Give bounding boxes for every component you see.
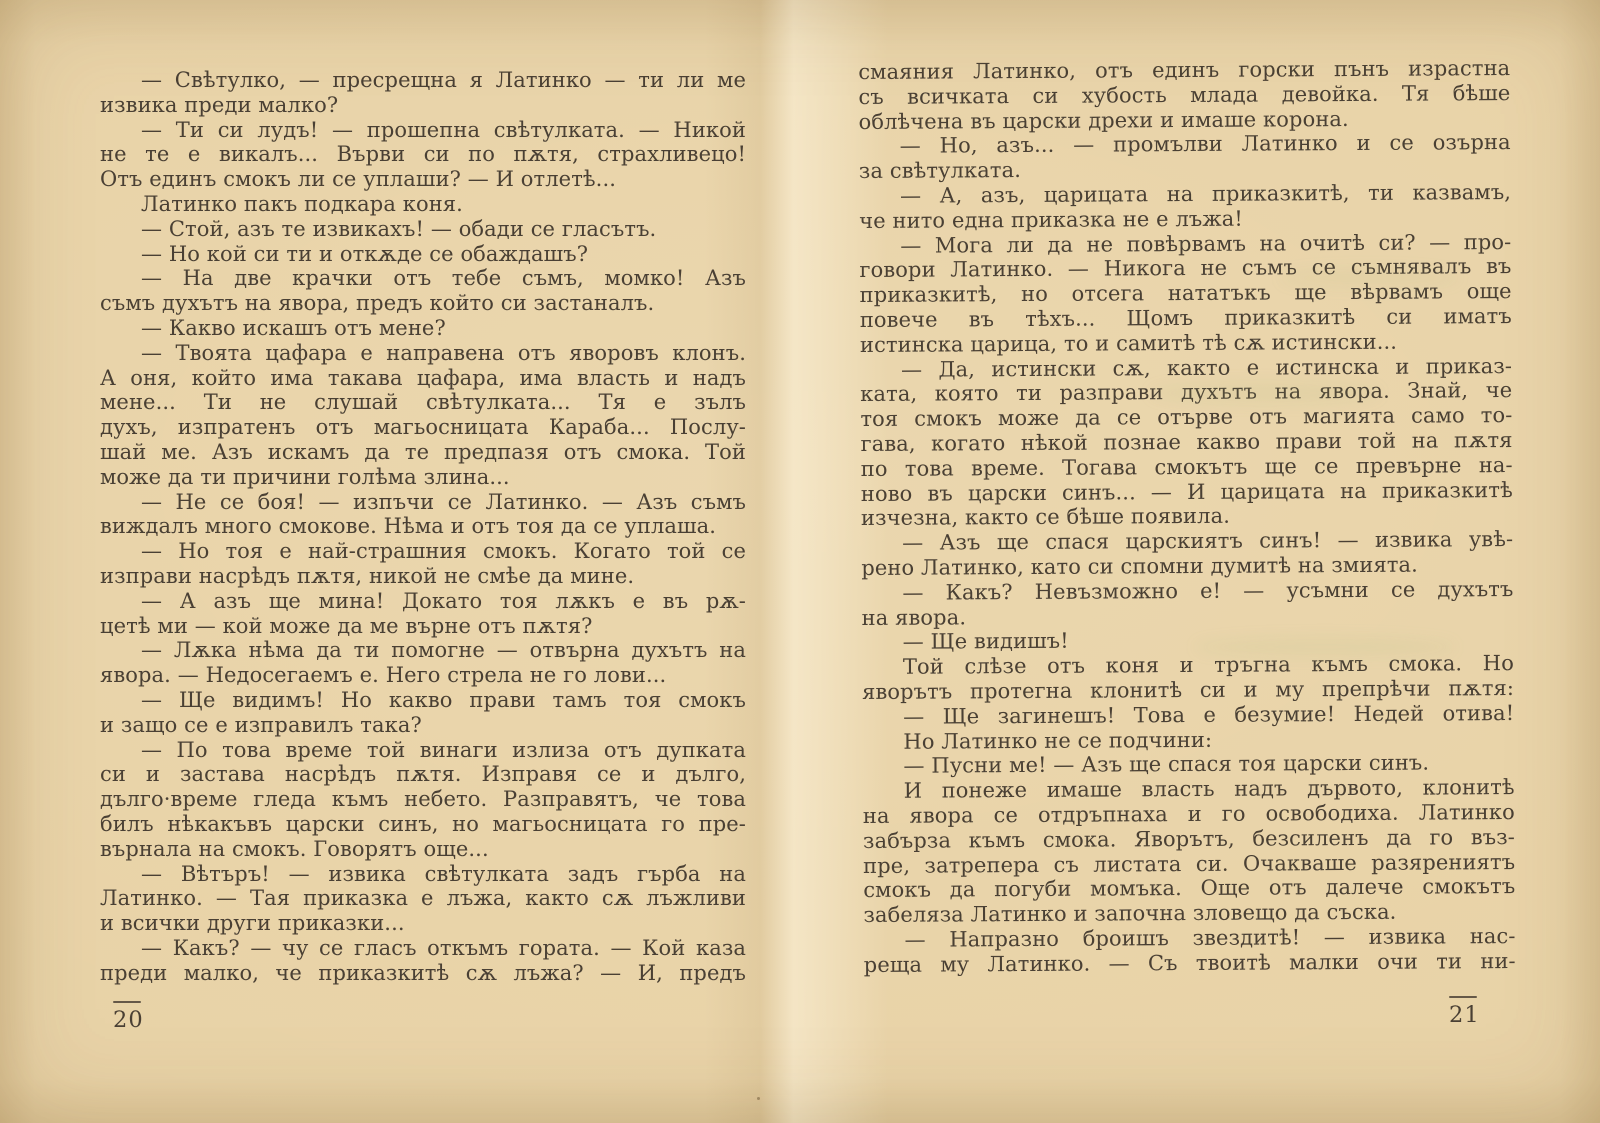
text-line: че нито една приказка не е лъжа! — [859, 206, 1243, 233]
text-line: — А азъ ще мина! Докато тоя лѫкъ е въ рѫ- — [141, 588, 746, 613]
text-line: истинска царица, то и самитѣ тѣ сѫ истински... — [859, 329, 1398, 357]
text-line: Отъ единъ смокъ ли се уплаши? — И отлетѣ... — [100, 167, 617, 192]
text-line: изчезна, както се бѣше появила. — [860, 504, 1231, 531]
text-line: пре, затрепера съ листата си. Очакваше разярениятъ — [863, 849, 1516, 878]
text-line: повече въ тѣхъ... Щомъ приказкитѣ си иматъ — [859, 303, 1512, 332]
text-line: — А, азъ, царицата на приказкитѣ, ти казвамъ, — [899, 179, 1512, 208]
text-line: Но Латинко не се подчини: — [903, 727, 1213, 754]
text-line: А оня, който има такава цафара, има власть и надъ — [100, 365, 746, 390]
text-line: — По това време той винаги излиза отъ дупката — [141, 737, 746, 762]
text-line: по това време. Тогава смокътъ ще се превърне на- — [860, 452, 1513, 481]
page-number-right — [1449, 996, 1480, 1028]
text-line: — Но, азъ... — промълви Латинко и се озърна — [899, 130, 1511, 159]
text-line: върнала на смокъ. Говорятъ още... — [100, 836, 489, 861]
text-line: съ всичката си хубость млада девойка. Тя бѣше — [858, 80, 1511, 109]
text-line: билъ нѣкакъвъ царски синъ, но магьосницата го пре- — [100, 811, 746, 836]
text-line: — Твоята цафара е направена отъ яворовъ клонъ. — [141, 340, 746, 365]
text-line: не те е викалъ... Върви си по пѫтя, страхливецо! — [100, 142, 746, 167]
text-line: — Но тоя е най-страшния смокъ. Когато той се — [141, 539, 746, 564]
text-line: мене... Ти не слушай свѣтулката... Тя е зълъ — [100, 390, 746, 415]
text-line: — Да, истински сѫ, както е истинска и приказ- — [901, 353, 1513, 382]
text-line: си и застава насрѣдъ пѫтя. Изправя се и дълго, — [100, 762, 746, 787]
text-line: рено Латинко, като си спомни думитѣ на змията. — [861, 552, 1418, 580]
text-line: ново въ царски синъ... — И царицата на приказкитѣ — [860, 477, 1513, 506]
text-line: — Но кой си ти и откѫде се обаждашъ? — [141, 241, 589, 266]
text-line: — Стой, азъ те извикахъ! — обади се гласътъ. — [141, 216, 657, 241]
text-line: смаяния Латинко, отъ единъ горски пънъ израстна — [858, 56, 1511, 84]
text-line: — Свѣтулко, — пресрещна я Латинко — ти ли ме — [141, 68, 746, 92]
text-line: и всички други приказки... — [100, 911, 405, 936]
text-line: облѣчена въ царски дрехи и имаше корона. — [858, 106, 1349, 134]
text-line: цетѣ ми — кой може да ме върне отъ пѫтя? — [100, 613, 593, 638]
text-line: — Напразно броишъ звездитѣ! — извика нас- — [904, 923, 1516, 952]
text-line: — Пусни ме! — Азъ ще спася тоя царски синъ. — [903, 750, 1430, 779]
text-line: — Ти си лудъ! — прошепна свѣтулката. — Никой — [141, 117, 746, 142]
text-line: — Ще видишъ! — [902, 629, 1069, 655]
text-line: дълго·време гледа къмъ небето. Разправятъ, че това — [100, 787, 746, 812]
text-line: явора. — Недосегаемъ е. Него стрела не го лови... — [100, 663, 667, 688]
text-line: — Мога ли да не повѣрвамъ на очитѣ си? — про- — [900, 229, 1512, 258]
text-line: гава, когато нѣкой познае какво прави той на пѫтя — [860, 427, 1513, 456]
text-line: — Какво искашъ отъ мене? — [141, 315, 446, 340]
text-line: и защо се е изправилъ така? — [100, 712, 422, 737]
page-right — [858, 56, 1516, 977]
page-number-text: 20 — [113, 1007, 144, 1033]
text-line: на явора. — [861, 604, 967, 630]
text-line: — На две крачки отъ тебе съмъ, момко! Азъ — [141, 266, 746, 291]
text-line: — Какъ? — чу се гласъ откъмъ гората. — Кой каза — [141, 935, 746, 960]
text-line: Латинко. — Тая приказка е лъжа, както сѫ лъжливи — [100, 886, 746, 911]
text-line: реща му Латинко. — Съ твоитѣ малки очи ти ни- — [863, 948, 1516, 977]
text-line: на явора се отдръпнаха и го освободиха. Латинко — [862, 799, 1515, 828]
page-number-text: 21 — [1449, 1002, 1480, 1028]
text-line: — Ще видимъ! Но какво прави тамъ тоя смокъ — [141, 687, 746, 712]
text-line: тоя смокъ може да се отърве отъ магията само то- — [860, 403, 1513, 432]
page-number-rule — [1449, 996, 1477, 998]
text-line: смокъ да погуби момъка. Още отъ далече смокътъ — [863, 874, 1516, 903]
text-line: И понеже имаше власть надъ дървото, клонитѣ — [903, 775, 1515, 803]
text-line: за свѣтулката. — [858, 158, 1022, 184]
text-line: преди малко, че приказкитѣ сѫ лъжа? — И, предъ — [100, 960, 746, 985]
text-line: забърза къмъ смока. Яворътъ, безсиленъ да го въз- — [862, 824, 1516, 853]
text-line: може да ти причини голѣма злина... — [100, 464, 510, 489]
text-line: говори Латинко. — Никога не съмъ се съмнявалъ въ — [859, 254, 1512, 283]
text-line: ката, която ти разправи духътъ на явора. Знай, че — [860, 378, 1513, 407]
text-line: — Не се боя! — изпъчи се Латинко. — Азъ съмъ — [141, 489, 746, 514]
text-line: забеляза Латинко и започна зловещо да съска. — [863, 899, 1397, 928]
text-line: извика преди малко? — [100, 92, 339, 117]
text-line: — Лѫка нѣма да ти помогне — отвърна духътъ на — [141, 638, 746, 663]
text-line: духъ, изпратенъ отъ магьосницата Караба... Послу- — [100, 415, 746, 440]
page-left — [100, 68, 746, 985]
text-line: приказкитѣ, но отсега нататъкъ ще вѣрвамъ още — [859, 279, 1512, 308]
paper-speck — [757, 1097, 760, 1100]
text-line: — Какъ? Невъзможно е! — усъмни се духътъ — [902, 576, 1514, 605]
text-line: съмъ духътъ на явора, предъ който си застаналъ. — [100, 291, 655, 316]
paper-speck — [640, 300, 642, 302]
text-line: яворътъ протегна клонитѣ си и му препрѣчи пѫтя: — [861, 675, 1515, 704]
text-line: — Вѣтъръ! — извика свѣтулката задъ гърба на — [141, 861, 746, 886]
text-line: виждалъ много смокове. Нѣма и отъ тоя да се уплаша. — [100, 514, 717, 539]
page-number-rule — [113, 1001, 141, 1003]
text-line: Той слѣзе отъ коня и тръгна къмъ смока. Но — [902, 651, 1514, 679]
page-number-left — [113, 1001, 144, 1033]
text-line: — Азъ ще спася царскиятъ синъ! — извика увѣ- — [902, 527, 1514, 555]
text-line: изправи насрѣдъ пѫтя, никой не смѣе да мине. — [100, 563, 635, 588]
text-line: шай ме. Азъ искамъ да те предпазя отъ смока. Той — [100, 439, 746, 464]
text-line: Латинко пакъ подкара коня. — [141, 191, 463, 216]
text-line: — Ще загинешъ! Това е безумие! Недей отива! — [903, 700, 1515, 729]
